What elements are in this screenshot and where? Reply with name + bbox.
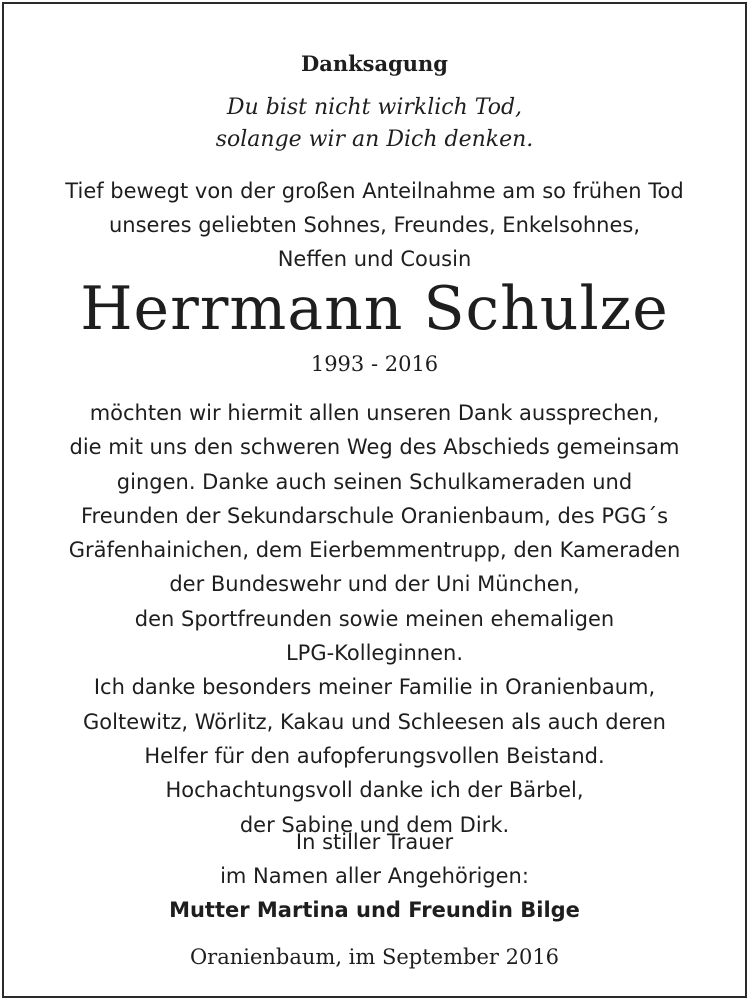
body-line: Gräfenhainichen, dem Eierbemmentrupp, den Kameraden xyxy=(68,538,681,563)
obituary-notice xyxy=(2,2,747,998)
motto-quote xyxy=(4,92,745,156)
intro-paragraph xyxy=(4,174,745,276)
intro-line: Neffen und Cousin xyxy=(277,247,472,271)
body-line: der Sabine und dem Dirk. xyxy=(239,812,510,837)
body-line: Ich danke besonders meiner Familie in Oranienbaum, xyxy=(93,675,656,700)
body-line: möchten wir hiermit allen unseren Dank aussprechen, xyxy=(89,401,660,425)
body-line: gingen. Danke auch seinen Schulkameraden und xyxy=(116,469,633,494)
intro-line: Tief bewegt von der großen Anteilnahme am so frühen Tod xyxy=(65,179,684,203)
body-line: Hochachtungsvoll danke ich der Bärbel, xyxy=(165,778,584,803)
body-line: LPG-Kolleginnen. xyxy=(285,641,464,666)
deceased-name: Herrmann Schulze xyxy=(80,274,669,344)
closing-line: In stiller Trauer xyxy=(295,830,454,854)
thanks-paragraph xyxy=(4,396,745,842)
body-line: die mit uns den schweren Weg des Abschieds gemeinsam xyxy=(69,435,680,460)
motto-line: solange wir an Dich denken. xyxy=(215,127,534,152)
body-line: den Sportfreunden sowie meinen ehemaligen xyxy=(134,606,615,631)
life-dates: 1993 - 2016 xyxy=(310,352,439,376)
place-and-date: Oranienbaum, im September 2016 xyxy=(189,945,560,969)
motto-line: Du bist nicht wirklich Tod, xyxy=(226,95,523,120)
body-line: Freunden der Sekundarschule Oranienbaum, des PGG´s xyxy=(80,503,669,528)
closing-block xyxy=(4,825,745,927)
signers: Mutter Martina und Freundin Bilge xyxy=(169,898,580,922)
body-line: Helfer für den aufopferungsvollen Beistand. xyxy=(144,743,605,768)
body-line: der Bundeswehr und der Uni München, xyxy=(169,572,580,597)
intro-line: unseres geliebten Sohnes, Freundes, Enkelsohnes, xyxy=(109,213,640,237)
body-line: Goltewitz, Wörlitz, Kakau und Schleesen als auch deren xyxy=(83,709,666,734)
notice-heading: Danksagung xyxy=(301,51,448,76)
closing-line: im Namen aller Angehörigen: xyxy=(220,864,529,888)
